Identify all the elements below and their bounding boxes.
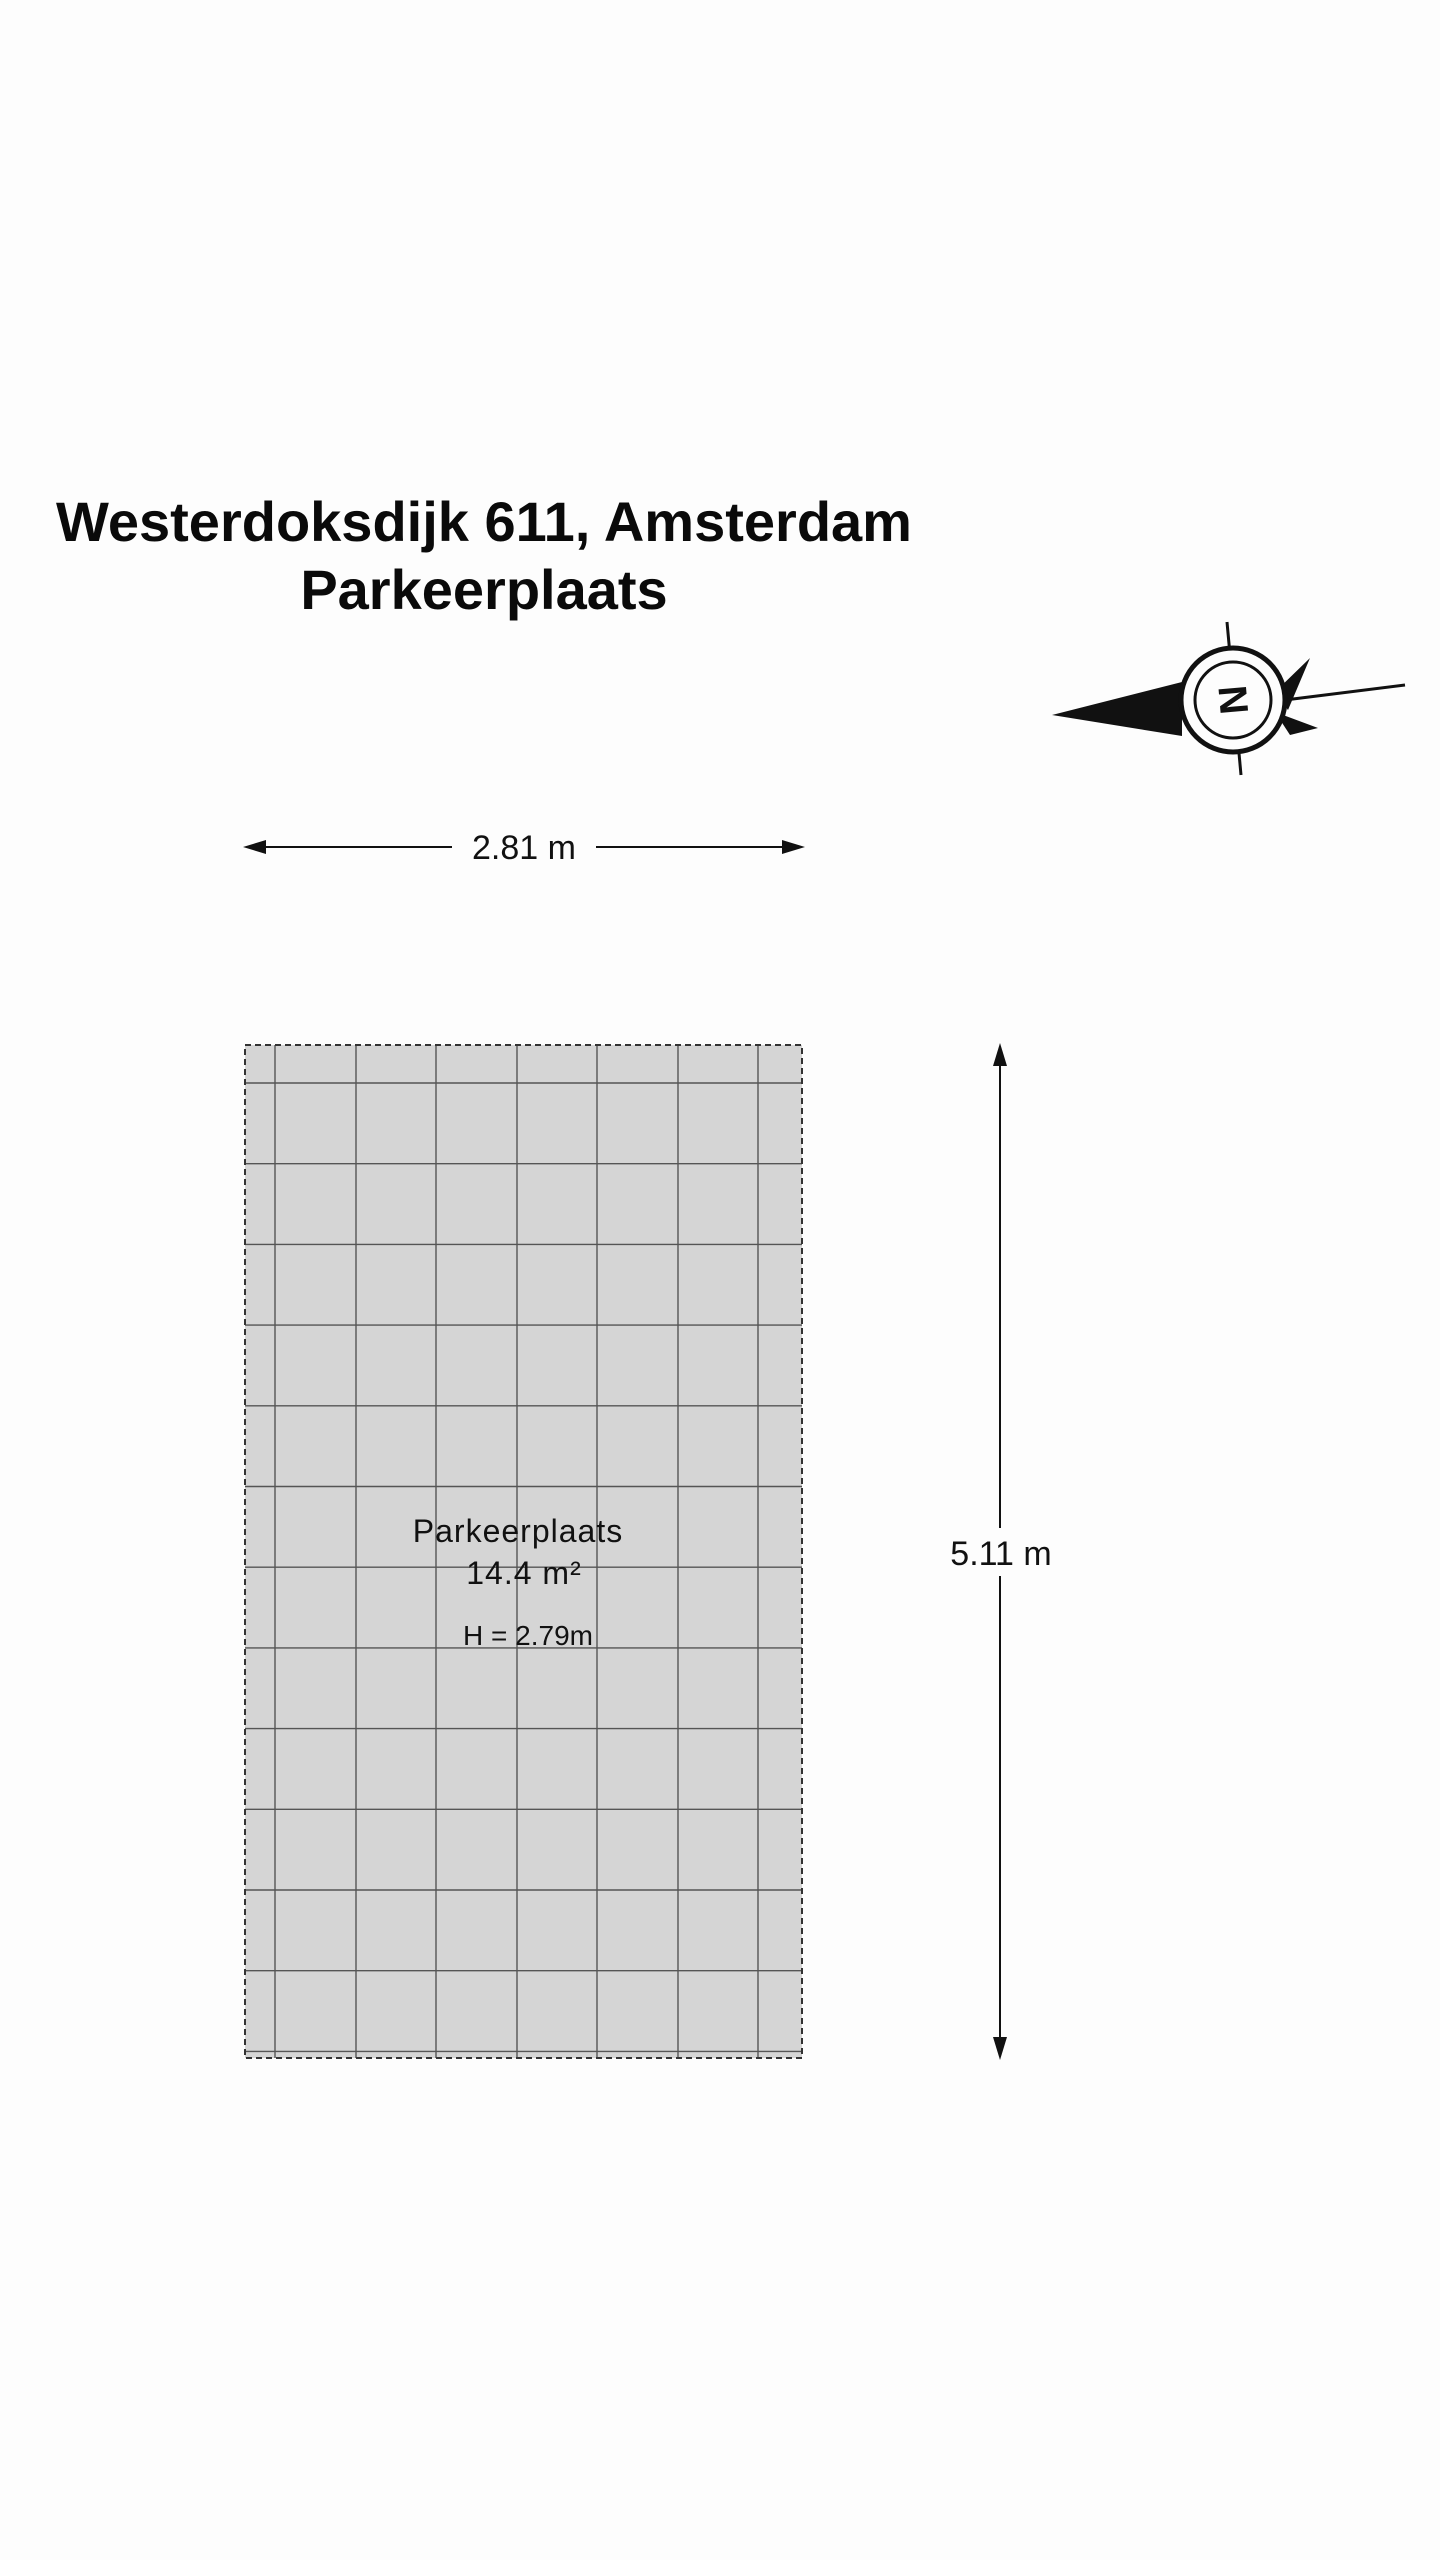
room-area: 14.4 m² bbox=[466, 1555, 582, 1591]
arrow-left-icon bbox=[243, 840, 266, 854]
width-dimension bbox=[243, 829, 805, 867]
room-ceiling-height: H = 2.79m bbox=[463, 1620, 593, 1651]
north-arrow-icon bbox=[1052, 622, 1405, 775]
arrow-up-icon bbox=[993, 1043, 1007, 1066]
arrow-right-icon bbox=[782, 840, 805, 854]
address-title: Westerdoksdijk 611, Amsterdam bbox=[56, 490, 912, 553]
height-dimension bbox=[940, 1043, 1060, 2060]
arrow-down-icon bbox=[993, 2037, 1007, 2060]
floor-title: Parkeerplaats bbox=[300, 558, 668, 621]
room-name: Parkeerplaats bbox=[412, 1513, 624, 1549]
north-letter: N bbox=[1210, 683, 1258, 717]
room-parkeerplaats bbox=[245, 1045, 802, 2058]
room-fill bbox=[245, 1045, 802, 2058]
height-dimension-label: 5.11 m bbox=[950, 1535, 1052, 1573]
width-dimension-label: 2.81 m bbox=[472, 829, 576, 867]
